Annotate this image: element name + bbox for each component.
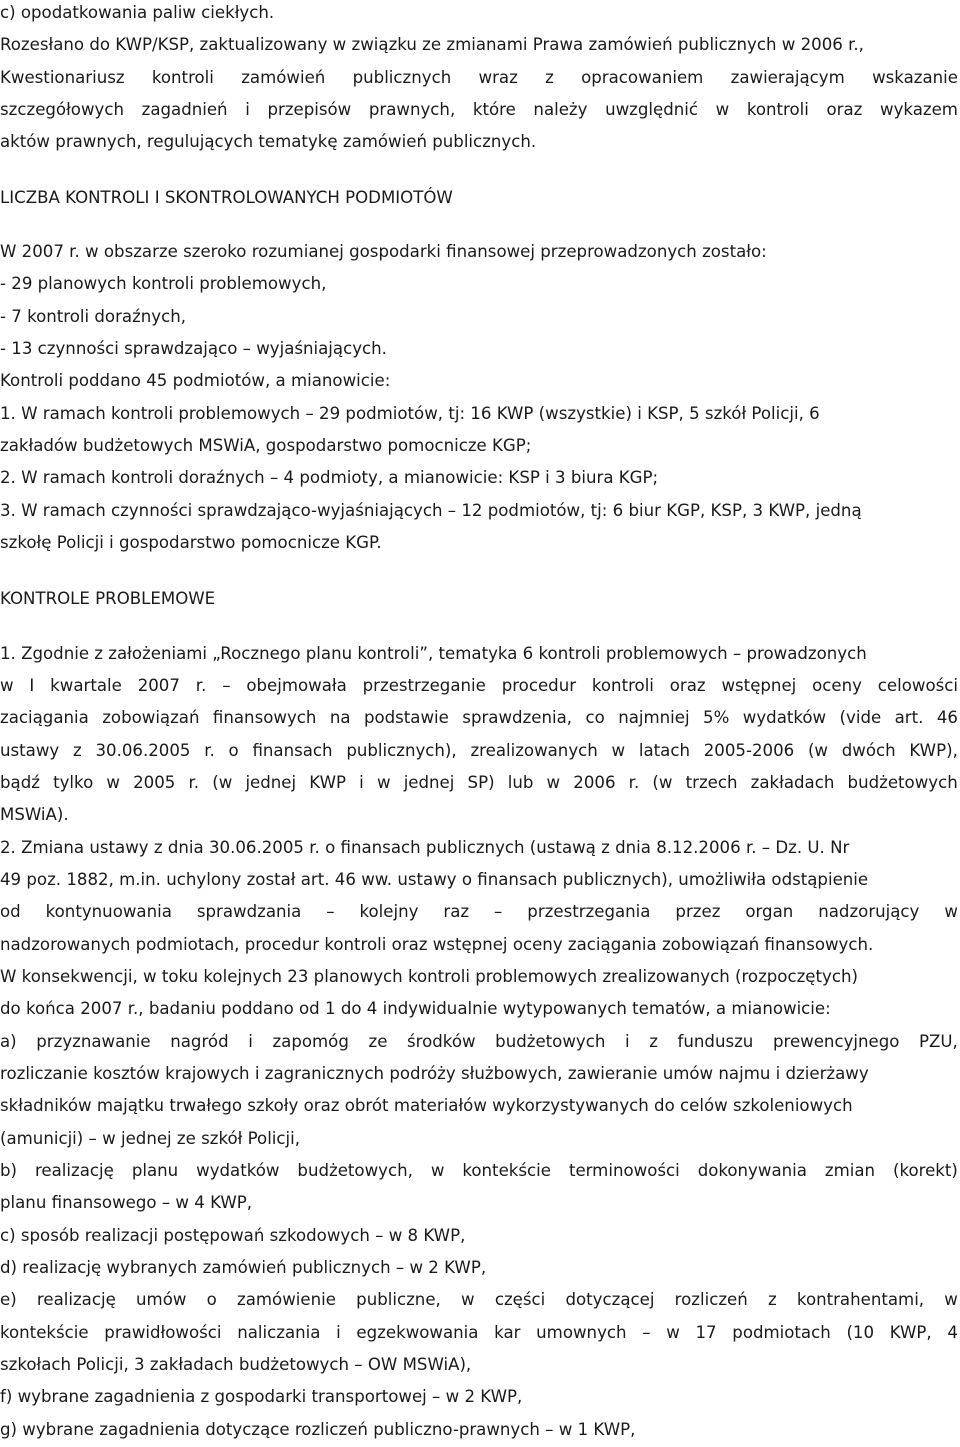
- list-item: - 29 planowych kontroli problemowych,: [0, 274, 327, 293]
- text-line: planu finansowego – w 4 KWP,: [0, 1193, 253, 1212]
- text-line: 2. Zmiana ustawy z dnia 30.06.2005 r. o finansach publicznych (ustawą z dnia 8.12.2006 r. – Dz. U. Nr: [0, 838, 850, 857]
- list-item: - 13 czynności sprawdzająco – wyjaśniających.: [0, 339, 387, 358]
- section-heading: LICZBA KONTROLI I SKONTROLOWANYCH PODMIOTÓW: [0, 188, 453, 207]
- text-line: rozliczanie kosztów krajowych i zagranicznych podróży służbowych, zawieranie umów najmu i dzierżawy: [0, 1064, 869, 1083]
- text-line: 1. W ramach kontroli problemowych – 29 podmiotów, tj: 16 KWP (wszystkie) i KSP, 5 szkół Policji, 6: [0, 404, 820, 423]
- text-line: nadzorowanych podmiotach, procedur kontroli oraz wstępnej oceny zaciągania zobowiązań finansowych.: [0, 935, 874, 954]
- section-heading: KONTROLE PROBLEMOWE: [0, 589, 216, 608]
- text-line: w I kwartale 2007 r. – obejmowała przestrzeganie procedur kontroli oraz wstępnej oceny celowości: [0, 676, 958, 695]
- text-line: g) wybrane zagadnienia dotyczące rozliczeń publiczno-prawnych – w 1 KWP,: [0, 1420, 636, 1439]
- text-line: 3. W ramach czynności sprawdzająco-wyjaśniających – 12 podmiotów, tj: 6 biur KGP, KSP, 3 KWP, jedną: [0, 501, 862, 520]
- text-line: szczegółowych zagadnień i przepisów prawnych, które należy uwzględnić w kontroli oraz wykazem: [0, 100, 958, 119]
- text-line: zakładów budżetowych MSWiA, gospodarstwo pomocnicze KGP;: [0, 436, 532, 455]
- text-line: do końca 2007 r., badaniu poddano od 1 do 4 indywidualnie wytypowanych tematów, a mianowicie:: [0, 999, 831, 1018]
- text-line: kontekście prawidłowości naliczania i egzekwowania kar umownych – w 17 podmiotach (10 KWP, 4: [0, 1323, 958, 1342]
- text-line: zaciągania zobowiązań finansowych na podstawie sprawdzenia, co najmniej 5% wydatków (vide art. 46: [0, 708, 958, 727]
- text-line: szkołach Policji, 3 zakładach budżetowych – OW MSWiA),: [0, 1355, 472, 1374]
- text-line: e) realizację umów o zamówienie publiczne, w części dotyczącej rozliczeń z kontrahentami, w: [0, 1290, 958, 1309]
- text-line: 1. Zgodnie z założeniami „Rocznego planu kontroli”, tematyka 6 kontroli problemowych – prowadzonych: [0, 644, 867, 663]
- text-line: c) opodatkowania paliw ciekłych.: [0, 3, 275, 22]
- text-line: d) realizację wybranych zamówień publicznych – w 2 KWP,: [0, 1258, 487, 1277]
- text-line: szkołę Policji i gospodarstwo pomocnicze KGP.: [0, 533, 382, 552]
- text-line: b) realizację planu wydatków budżetowych, w kontekście terminowości dokonywania zmian (korekt): [0, 1161, 958, 1180]
- text-line: ustawy z 30.06.2005 r. o finansach publicznych), zrealizowanych w latach 2005-2006 (w dwóch KWP),: [0, 741, 958, 760]
- list-item: - 7 kontroli doraźnych,: [0, 307, 187, 326]
- text-line: bądź tylko w 2005 r. (w jednej KWP i w jednej SP) lub w 2006 r. (w trzech zakładach budżetowych: [0, 773, 958, 792]
- text-line: Rozesłano do KWP/KSP, zaktualizowany w związku ze zmianami Prawa zamówień publicznych w 2006 r.,: [0, 35, 864, 54]
- text-line: składników majątku trwałego szkoły oraz obrót materiałów wykorzystywanych do celów szkoleniowych: [0, 1096, 853, 1115]
- text-line: f) wybrane zagadnienia z gospodarki transportowej – w 2 KWP,: [0, 1387, 523, 1406]
- text-line: MSWiA).: [0, 805, 69, 824]
- text-line: Kwestionariusz kontroli zamówień publicznych wraz z opracowaniem zawierającym wskazanie: [0, 68, 958, 87]
- text-line: od kontynuowania sprawdzania – kolejny raz – przestrzegania przez organ nadzorujący w: [0, 902, 958, 921]
- text-line: a) przyznawanie nagród i zapomóg ze środków budżetowych i z funduszu prewencyjnego PZU,: [0, 1032, 958, 1051]
- text-line: (amunicji) – w jednej ze szkół Policji,: [0, 1129, 301, 1148]
- text-line: W konsekwencji, w toku kolejnych 23 planowych kontroli problemowych zrealizowanych (rozpoczętych): [0, 967, 858, 986]
- text-line: c) sposób realizacji postępowań szkodowych – w 8 KWP,: [0, 1226, 466, 1245]
- text-line: 2. W ramach kontroli doraźnych – 4 podmioty, a mianowicie: KSP i 3 biura KGP;: [0, 468, 659, 487]
- text-line: aktów prawnych, regulujących tematykę zamówień publicznych.: [0, 132, 537, 151]
- text-line: W 2007 r. w obszarze szeroko rozumianej gospodarki finansowej przeprowadzonych zostało:: [0, 242, 767, 261]
- text-line: Kontroli poddano 45 podmiotów, a mianowicie:: [0, 371, 391, 390]
- text-line: 49 poz. 1882, m.in. uchylony został art. 46 ww. ustawy o finansach publicznych), umożliwiła odstąpienie: [0, 870, 869, 889]
